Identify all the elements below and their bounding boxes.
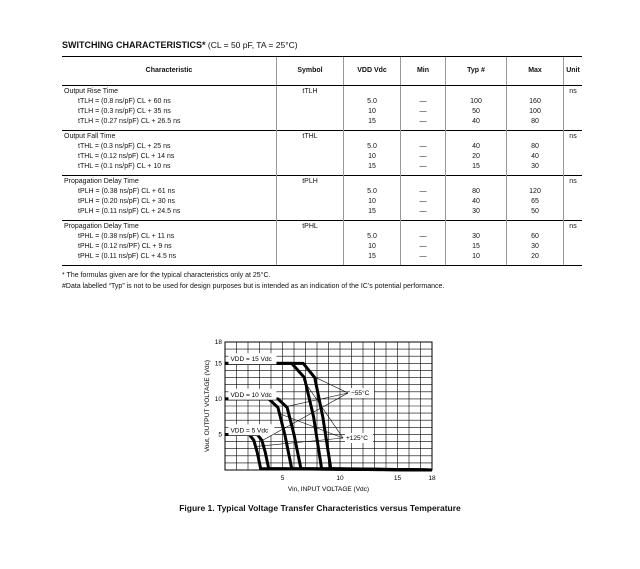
col-min: Min <box>401 57 446 86</box>
x-tick-label: 18 <box>428 475 436 482</box>
formula: tPHL = (0.38 ns/pF) CL + 11 ns <box>78 233 175 240</box>
col-vdd: VDD Vdc <box>344 57 401 86</box>
min-value: — <box>419 208 427 215</box>
typ-value: 15 <box>472 163 480 170</box>
callout-leader-plus125 <box>303 380 343 438</box>
vdd-value: 10 <box>368 198 376 205</box>
formula: tTHL = (0.12 ns/pF) CL + 14 ns <box>78 153 175 160</box>
max-value: 30 <box>531 163 539 170</box>
col-max: Max <box>507 57 564 86</box>
typ-value: 15 <box>472 243 480 250</box>
max-value: 30 <box>531 243 539 250</box>
unit: ns <box>569 178 577 185</box>
col-characteristic: Characteristic <box>62 57 277 86</box>
test-conditions: (CL = 50 pF, TA = 25°C) <box>207 40 298 50</box>
formula: tTLH = (0.8 ns/pF) CL + 60 ns <box>78 98 171 105</box>
typ-value: 10 <box>472 253 480 260</box>
typ-value: 40 <box>472 198 480 205</box>
formula: tTLH = (0.3 ns/pF) CL + 35 ns <box>78 108 171 115</box>
min-value: — <box>419 198 427 205</box>
vdd-value: 10 <box>368 108 376 115</box>
typ-value: 100 <box>470 98 482 105</box>
vdd-annotation: VDD = 5 Vdc <box>230 427 269 435</box>
formula: tPLH = (0.38 ns/pF) CL + 61 ns <box>78 188 176 195</box>
vdd-value: 15 <box>368 208 376 215</box>
col-typ: Typ # <box>446 57 507 86</box>
vdd-value: 5.0 <box>367 98 377 105</box>
formula: tPHL = (0.11 ns/pF) CL + 4.5 ns <box>78 253 177 260</box>
y-tick-label: 18 <box>214 339 222 346</box>
formula: tTHL = (0.3 ns/pF) CL + 25 ns <box>78 143 171 150</box>
section-heading: SWITCHING CHARACTERISTICS* <box>62 40 206 50</box>
unit: ns <box>569 223 577 230</box>
y-axis-label: Vout, OUTPUT VOLTAGE (Vdc) <box>204 359 211 453</box>
group-name: Output Rise Time <box>64 88 119 95</box>
vdd-value: 15 <box>368 118 376 125</box>
symbol: tTLH <box>302 88 318 95</box>
vdd-value: 5.0 <box>367 143 377 150</box>
group-name: Propagation Delay Time <box>64 223 139 230</box>
max-value: 60 <box>531 233 539 240</box>
x-tick-label: 10 <box>336 475 344 482</box>
min-value: — <box>419 253 427 260</box>
y-tick-label: 5 <box>218 431 222 439</box>
vdd-annotation: VDD = 15 Vdc <box>230 356 272 364</box>
formula: tPHL = (0.12 ns/PF) CL + 9 ns <box>78 243 172 250</box>
max-value: 100 <box>529 108 541 115</box>
formula: tTLH = (0.27 ns/pF) CL + 26.5 ns <box>78 118 181 125</box>
max-value: 120 <box>529 188 541 195</box>
max-value: 40 <box>531 153 539 160</box>
group-name: Propagation Delay Time <box>64 178 139 185</box>
x-axis-label: Vin, INPUT VOLTAGE (Vdc) <box>287 486 370 493</box>
max-value: 65 <box>531 198 539 205</box>
min-value: — <box>419 143 427 150</box>
typ-value: 80 <box>472 188 480 195</box>
unit: ns <box>569 88 577 95</box>
vdd-annotation: VDD = 10 Vdc <box>230 391 272 399</box>
typ-value: 40 <box>472 118 480 125</box>
min-value: — <box>419 98 427 105</box>
min-value: — <box>419 243 427 250</box>
formula: tPLH = (0.20 ns/pF) CL + 30 ns <box>78 198 176 205</box>
typ-value: 50 <box>472 108 480 115</box>
min-value: — <box>419 163 427 170</box>
x-tick-label: 5 <box>280 475 285 482</box>
min-value: — <box>419 188 427 195</box>
chart-labels <box>204 353 374 493</box>
vdd-value: 10 <box>368 243 376 250</box>
min-value: — <box>419 118 427 125</box>
unit: ns <box>569 133 577 140</box>
min-value: — <box>419 233 427 240</box>
max-value: 20 <box>531 253 539 260</box>
min-value: — <box>419 108 427 115</box>
typ-value: 30 <box>472 233 480 240</box>
temperature-label-plus125: +125°C <box>346 435 368 442</box>
symbol: tPLH <box>302 178 318 185</box>
typ-value: 20 <box>472 153 480 160</box>
formula: tTHL = (0.1 ns/pF) CL + 10 ns <box>78 163 171 170</box>
figure-caption: Figure 1. Typical Voltage Transfer Characteristics versus Temperature <box>179 503 461 513</box>
col-symbol: Symbol <box>277 57 344 86</box>
max-value: 80 <box>531 143 539 150</box>
y-tick-label: 10 <box>214 395 222 403</box>
footnote-typ: #Data labelled “Typ” is not to be used for design purposes but is intended as an indication of the IC’s potential performance. <box>62 283 445 290</box>
footnote-formulas: * The formulas given are for the typical characteristics only at 25°C. <box>62 272 271 279</box>
vdd-value: 10 <box>368 153 376 160</box>
temperature-label-minus55: −55°C <box>351 390 370 397</box>
x-tick-label: 15 <box>393 475 402 482</box>
typ-value: 30 <box>472 208 480 215</box>
typ-value: 40 <box>472 143 480 150</box>
formula: tPLH = (0.11 ns/pF) CL + 24.5 ns <box>78 208 181 215</box>
symbol: tPHL <box>302 223 318 230</box>
min-value: — <box>419 153 427 160</box>
vdd-value: 5.0 <box>367 188 377 195</box>
max-value: 80 <box>531 118 539 125</box>
y-tick-label: 15 <box>214 360 222 368</box>
vdd-value: 5.0 <box>367 233 377 240</box>
group-name: Output Fall Time <box>64 133 116 140</box>
max-value: 160 <box>529 98 541 105</box>
vdd-value: 15 <box>368 163 376 170</box>
vdd-value: 15 <box>368 253 376 260</box>
max-value: 50 <box>531 208 539 215</box>
callout-leader-plus125 <box>255 438 343 447</box>
col-unit: Unit <box>564 57 583 86</box>
symbol: tTHL <box>302 133 318 140</box>
